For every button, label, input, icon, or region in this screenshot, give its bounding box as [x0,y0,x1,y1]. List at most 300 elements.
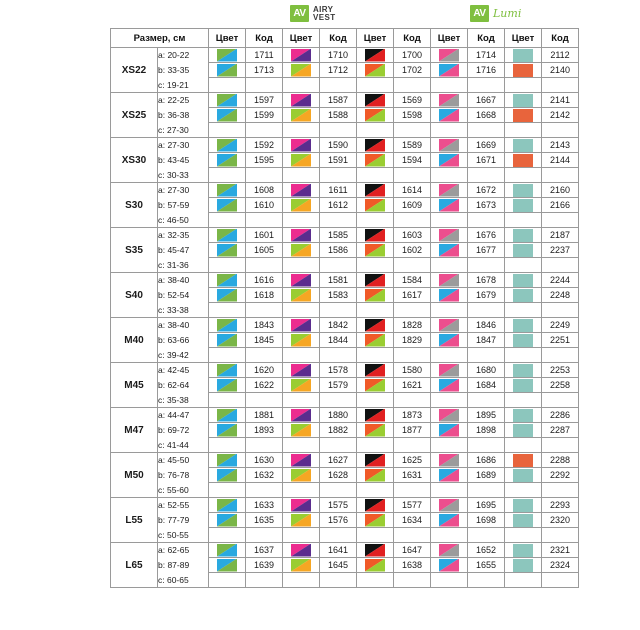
measurement-b: b: 77-79 [158,513,209,528]
code-cell: 1609 [394,198,431,213]
code-cell-empty [394,483,431,498]
swatch-cell [357,498,394,513]
swatch-cell [357,138,394,153]
header-code-5: Код [542,29,579,48]
code-cell-empty [542,483,579,498]
code-cell-empty [246,573,283,588]
table-row [111,573,579,588]
code-cell-empty [394,258,431,273]
table-body [111,48,579,588]
code-cell-empty [468,393,505,408]
measurement-b: b: 36-38 [158,108,209,123]
code-cell: 1618 [246,288,283,303]
table-row [111,183,579,198]
swatch-cell-empty [283,78,320,93]
code-cell: 1637 [246,543,283,558]
swatch-cell-empty [357,303,394,318]
code-cell-empty [468,573,505,588]
measurement-a: a: 45-50 [158,453,209,468]
swatch-cell [283,558,320,573]
swatch-cell-empty [209,303,246,318]
code-cell: 1614 [394,183,431,198]
swatch-cell [431,48,468,63]
swatch-bottom [513,454,533,467]
swatch-cell [431,93,468,108]
color-swatch [439,184,459,197]
color-swatch [439,274,459,287]
swatch-bottom [513,229,533,242]
swatch-cell [357,48,394,63]
swatch-cell-empty [209,348,246,363]
code-cell-empty [468,168,505,183]
code-cell: 1583 [320,288,357,303]
swatch-cell [505,333,542,348]
swatch-cell [209,423,246,438]
code-cell: 2144 [542,153,579,168]
swatch-cell [505,288,542,303]
color-swatch [291,364,311,377]
code-cell: 2251 [542,333,579,348]
color-swatch [217,379,237,392]
table-row [111,48,579,63]
code-cell: 1673 [468,198,505,213]
code-cell-empty [468,213,505,228]
code-cell: 2248 [542,288,579,303]
swatch-cell [283,423,320,438]
color-swatch [513,64,533,77]
swatch-cell [209,63,246,78]
code-cell-empty [246,528,283,543]
swatch-cell [209,543,246,558]
code-cell: 1611 [320,183,357,198]
code-cell: 1595 [246,153,283,168]
color-swatch [291,379,311,392]
swatch-bottom [513,139,533,152]
color-swatch [217,454,237,467]
table-row [111,558,579,573]
swatch-cell [505,108,542,123]
measurement-a: a: 42-45 [158,363,209,378]
code-cell-empty [320,573,357,588]
swatch-bottom [513,469,533,482]
brand-strip [0,4,640,26]
airy-vest-logo-icon: AV [290,5,309,22]
header-size: Размер, см [111,29,209,48]
swatch-cell-empty [505,573,542,588]
swatch-cell [431,423,468,438]
measurement-a: a: 38-40 [158,318,209,333]
swatch-bottom [513,94,533,107]
color-swatch [291,454,311,467]
code-cell-empty [246,123,283,138]
code-cell: 1689 [468,468,505,483]
swatch-cell-empty [209,528,246,543]
swatch-cell [431,183,468,198]
measurement-c: c: 31-36 [158,258,209,273]
swatch-cell [431,288,468,303]
swatch-cell [505,378,542,393]
code-cell: 1845 [246,333,283,348]
swatch-cell [209,243,246,258]
color-swatch [291,499,311,512]
code-cell: 2320 [542,513,579,528]
table-header [111,29,579,48]
swatch-cell [283,288,320,303]
swatch-cell-empty [283,258,320,273]
code-cell: 1711 [246,48,283,63]
color-swatch [365,109,385,122]
swatch-cell [357,468,394,483]
size-label: S30 [111,183,158,228]
code-cell: 1632 [246,468,283,483]
color-swatch [291,289,311,302]
color-swatch [365,424,385,437]
swatch-cell [283,453,320,468]
swatch-cell [505,138,542,153]
table-row [111,93,579,108]
swatch-cell-empty [431,438,468,453]
size-label: M50 [111,453,158,498]
color-swatch [217,184,237,197]
color-swatch [439,64,459,77]
code-cell: 1686 [468,453,505,468]
code-cell: 1617 [394,288,431,303]
swatch-cell-empty [431,573,468,588]
swatch-bottom [513,319,533,332]
swatch-cell [357,228,394,243]
color-swatch [365,319,385,332]
code-cell: 1667 [468,93,505,108]
size-label: M47 [111,408,158,453]
swatch-cell [431,153,468,168]
color-swatch [291,244,311,257]
swatch-cell [357,318,394,333]
measurement-c: c: 30-33 [158,168,209,183]
color-swatch [217,64,237,77]
measurement-c: c: 39-42 [158,348,209,363]
swatch-cell [283,63,320,78]
code-cell: 1638 [394,558,431,573]
swatch-cell [283,228,320,243]
swatch-cell [431,378,468,393]
color-swatch [291,424,311,437]
swatch-cell [431,453,468,468]
swatch-cell [357,513,394,528]
color-swatch [217,289,237,302]
swatch-cell [357,288,394,303]
swatch-cell [209,453,246,468]
color-swatch [513,139,533,152]
size-label: S35 [111,228,158,273]
table-row [111,453,579,468]
color-swatch [365,379,385,392]
code-cell: 2143 [542,138,579,153]
color-swatch [439,229,459,242]
color-swatch [217,199,237,212]
swatch-cell [431,468,468,483]
color-swatch [513,199,533,212]
color-swatch [365,154,385,167]
code-cell: 1631 [394,468,431,483]
color-swatch [217,244,237,257]
swatch-bottom [513,559,533,572]
swatch-cell [283,48,320,63]
code-cell: 1844 [320,333,357,348]
code-cell: 1608 [246,183,283,198]
code-cell: 2140 [542,63,579,78]
code-cell: 1588 [320,108,357,123]
color-swatch [513,514,533,527]
code-cell: 1712 [320,63,357,78]
swatch-cell [505,183,542,198]
swatch-cell-empty [431,168,468,183]
code-cell: 1843 [246,318,283,333]
code-cell: 1635 [246,513,283,528]
swatch-cell [283,273,320,288]
swatch-cell [357,378,394,393]
table-row [111,528,579,543]
code-cell: 2288 [542,453,579,468]
code-cell: 2142 [542,108,579,123]
color-swatch [513,49,533,62]
code-cell-empty [320,303,357,318]
swatch-cell-empty [209,393,246,408]
swatch-cell [431,558,468,573]
code-cell: 1713 [246,63,283,78]
code-cell: 1695 [468,498,505,513]
measurement-a: a: 44-47 [158,408,209,423]
code-cell: 1893 [246,423,283,438]
code-cell: 1597 [246,93,283,108]
color-swatch [217,49,237,62]
color-swatch [513,469,533,482]
swatch-cell [283,333,320,348]
swatch-cell [505,63,542,78]
swatch-cell [209,498,246,513]
code-cell: 1828 [394,318,431,333]
color-swatch [291,334,311,347]
swatch-cell-empty [505,303,542,318]
code-cell: 1842 [320,318,357,333]
color-swatch [513,544,533,557]
color-swatch [513,454,533,467]
header-color-3: Цвет [357,29,394,48]
code-cell: 2112 [542,48,579,63]
color-swatch [513,364,533,377]
swatch-bottom [513,289,533,302]
color-swatch [365,334,385,347]
code-cell: 1622 [246,378,283,393]
header-code-3: Код [394,29,431,48]
code-cell-empty [542,303,579,318]
swatch-cell [431,198,468,213]
code-cell: 1585 [320,228,357,243]
code-cell: 1616 [246,273,283,288]
swatch-cell [283,198,320,213]
table-row [111,243,579,258]
table-row [111,438,579,453]
swatch-cell-empty [209,438,246,453]
color-swatch [291,64,311,77]
swatch-cell [505,93,542,108]
code-cell-empty [542,528,579,543]
code-cell: 1880 [320,408,357,423]
code-cell: 2253 [542,363,579,378]
code-cell-empty [542,123,579,138]
swatch-cell [283,138,320,153]
swatch-cell-empty [357,258,394,273]
swatch-bottom [513,64,533,77]
swatch-cell [209,513,246,528]
color-swatch [217,139,237,152]
code-cell: 1627 [320,453,357,468]
color-swatch [439,334,459,347]
lumi-logo-icon: AV [470,5,489,22]
code-cell: 2286 [542,408,579,423]
code-cell: 1680 [468,363,505,378]
swatch-cell [209,378,246,393]
swatch-cell [209,318,246,333]
measurement-a: a: 22-25 [158,93,209,108]
color-swatch [365,274,385,287]
code-cell: 1898 [468,423,505,438]
code-cell-empty [394,168,431,183]
table-row [111,228,579,243]
swatch-cell [431,228,468,243]
code-cell: 1576 [320,513,357,528]
swatch-cell [505,273,542,288]
measurement-b: b: 45-47 [158,243,209,258]
color-swatch [291,94,311,107]
code-cell: 1587 [320,93,357,108]
code-cell: 2258 [542,378,579,393]
swatch-cell [505,243,542,258]
table-row [111,543,579,558]
swatch-cell [283,243,320,258]
table-row [111,483,579,498]
measurement-a: a: 62-65 [158,543,209,558]
swatch-cell-empty [283,483,320,498]
code-cell-empty [394,573,431,588]
swatch-cell [505,558,542,573]
color-swatch [291,544,311,557]
swatch-bottom [513,544,533,557]
code-cell: 1702 [394,63,431,78]
code-cell: 1698 [468,513,505,528]
color-swatch [439,319,459,332]
swatch-cell-empty [357,573,394,588]
swatch-cell-empty [431,213,468,228]
swatch-cell [357,543,394,558]
code-cell-empty [468,303,505,318]
code-cell: 1602 [394,243,431,258]
measurement-b: b: 57-59 [158,198,209,213]
color-swatch [365,184,385,197]
swatch-cell [209,558,246,573]
color-swatch [291,409,311,422]
color-swatch [365,469,385,482]
code-cell-empty [320,123,357,138]
code-cell-empty [394,348,431,363]
swatch-cell [505,513,542,528]
code-cell: 1710 [320,48,357,63]
color-swatch [439,559,459,572]
swatch-cell [357,243,394,258]
swatch-cell [283,543,320,558]
measurement-c: c: 27-30 [158,123,209,138]
code-cell-empty [246,438,283,453]
code-cell-empty [468,528,505,543]
swatch-cell [431,408,468,423]
color-swatch [365,559,385,572]
color-swatch [291,559,311,572]
swatch-cell-empty [505,348,542,363]
table-row [111,423,579,438]
swatch-cell-empty [283,213,320,228]
code-cell: 1671 [468,153,505,168]
table-row [111,378,579,393]
swatch-cell-empty [357,393,394,408]
swatch-cell [283,363,320,378]
code-cell: 1882 [320,423,357,438]
swatch-cell [431,498,468,513]
color-swatch [439,109,459,122]
code-cell: 1668 [468,108,505,123]
swatch-cell-empty [505,168,542,183]
swatch-cell-empty [283,123,320,138]
color-swatch [291,139,311,152]
swatch-cell-empty [505,438,542,453]
measurement-c: c: 55-60 [158,483,209,498]
code-cell: 2160 [542,183,579,198]
measurement-a: a: 52-55 [158,498,209,513]
swatch-cell [431,63,468,78]
swatch-cell [357,408,394,423]
code-cell-empty [468,483,505,498]
code-cell: 1601 [246,228,283,243]
code-cell: 1676 [468,228,505,243]
code-cell: 1630 [246,453,283,468]
code-cell-empty [468,438,505,453]
swatch-cell-empty [505,528,542,543]
code-cell: 2187 [542,228,579,243]
code-cell: 1655 [468,558,505,573]
swatch-cell-empty [505,213,542,228]
swatch-cell [505,543,542,558]
swatch-cell [357,423,394,438]
swatch-cell [431,543,468,558]
swatch-cell [431,333,468,348]
swatch-cell-empty [283,303,320,318]
swatch-cell [209,198,246,213]
color-swatch [217,109,237,122]
code-cell-empty [468,78,505,93]
code-cell-empty [468,348,505,363]
swatch-bottom [513,49,533,62]
swatch-cell-empty [283,528,320,543]
color-swatch [513,274,533,287]
code-cell: 1577 [394,498,431,513]
table-row [111,318,579,333]
swatch-cell [431,318,468,333]
measurement-b: b: 76-78 [158,468,209,483]
color-swatch [217,319,237,332]
swatch-cell [283,513,320,528]
swatch-cell [357,198,394,213]
swatch-cell [431,513,468,528]
color-swatch [217,229,237,242]
code-cell: 1716 [468,63,505,78]
